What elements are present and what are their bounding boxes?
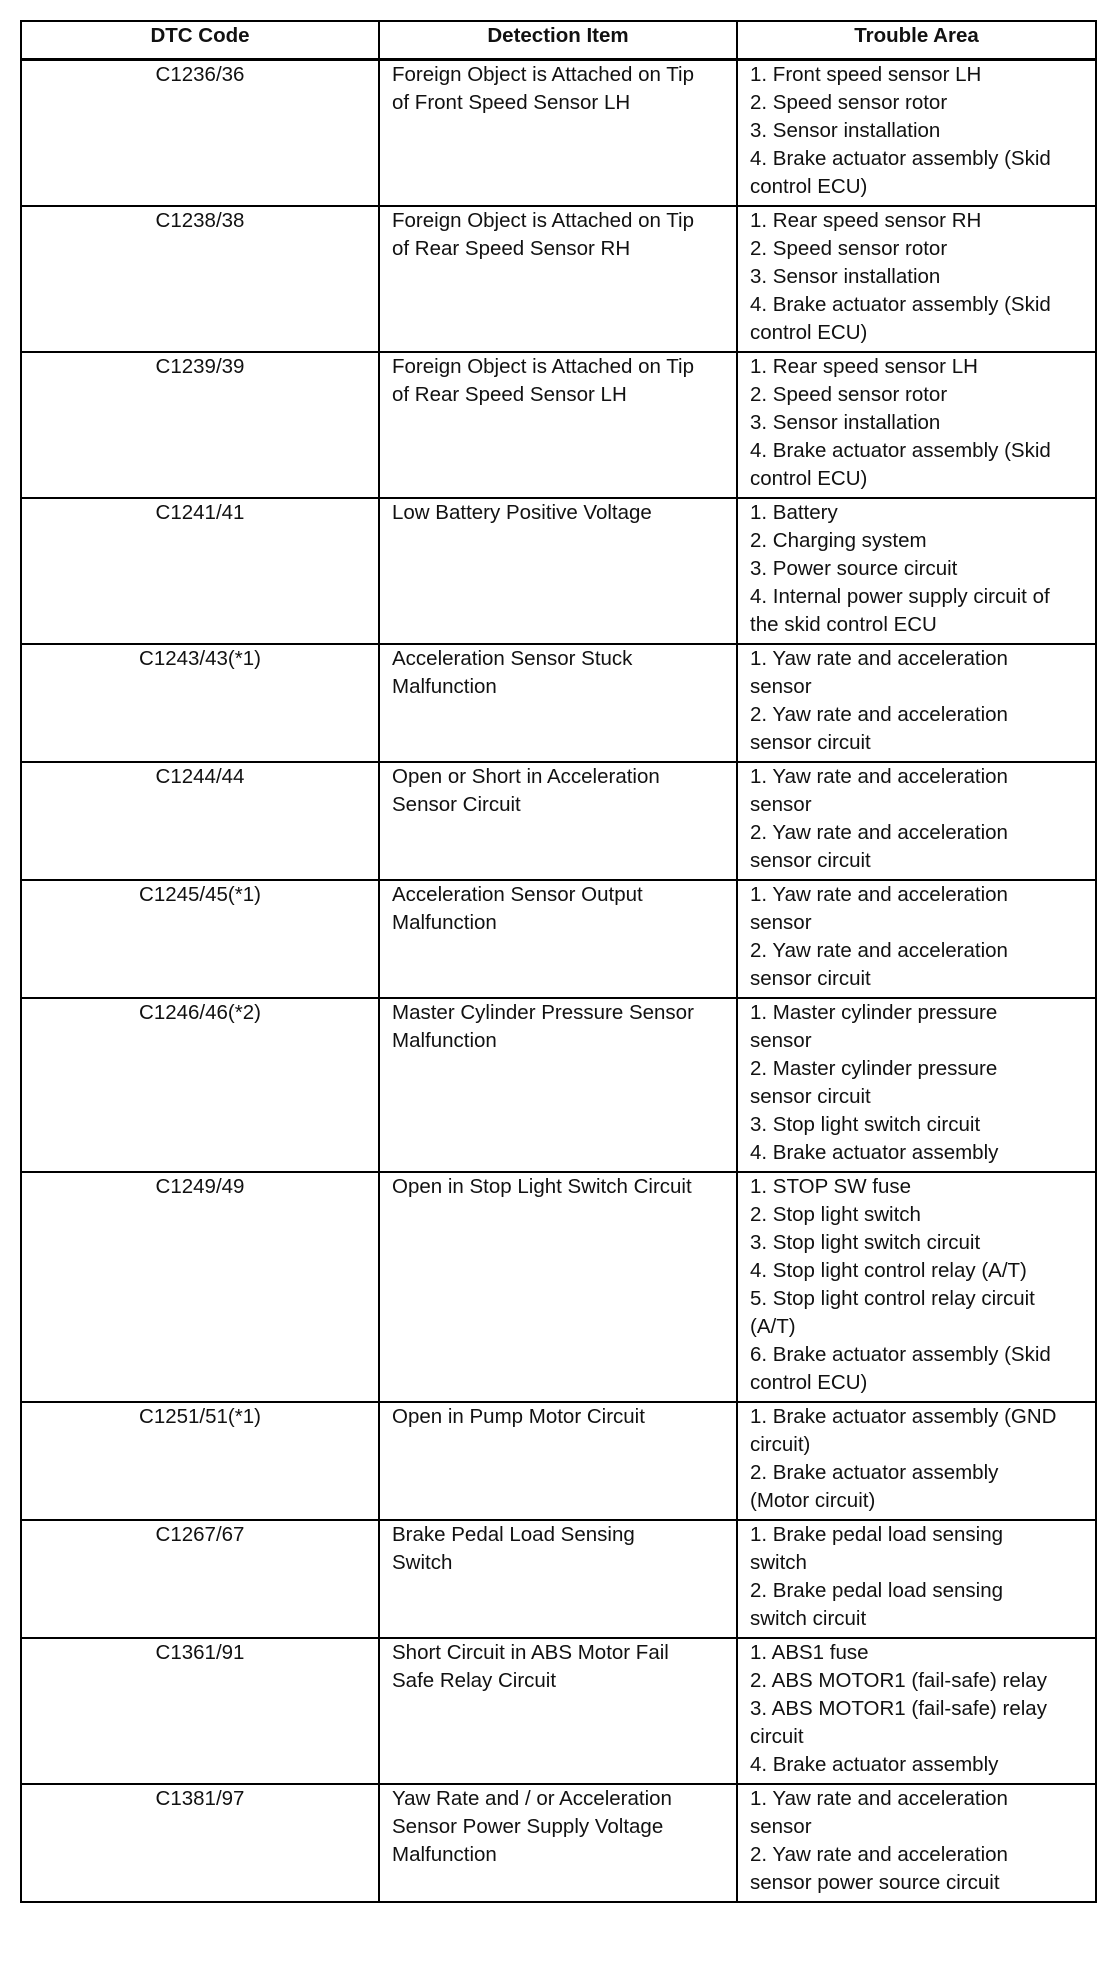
- trouble-area-line: 1. Battery: [750, 501, 838, 524]
- dtc-code-cell: C1238/38: [21, 206, 379, 352]
- trouble-area-cell: [737, 498, 1096, 644]
- dtc-code-cell: C1245/45(*1): [21, 880, 379, 998]
- trouble-area-line: (Motor circuit): [750, 1489, 876, 1512]
- trouble-area-line: control ECU): [750, 467, 868, 490]
- detection-item-cell: [379, 1520, 737, 1638]
- trouble-area-line: sensor circuit: [750, 849, 871, 872]
- trouble-area-line: 3. Stop light switch circuit: [750, 1231, 981, 1254]
- table-row: [21, 762, 1096, 880]
- trouble-area-line: 2. Speed sensor rotor: [750, 91, 948, 114]
- detection-item-cell: [379, 498, 737, 644]
- trouble-area-cell: [737, 1402, 1096, 1520]
- trouble-area-line: 4. Brake actuator assembly: [750, 1141, 999, 1164]
- detection-item-cell: [379, 1402, 737, 1520]
- header-trouble-area: Trouble Area: [737, 21, 1096, 60]
- table-row: [21, 1520, 1096, 1638]
- dtc-code-cell: C1251/51(*1): [21, 1402, 379, 1520]
- trouble-area-line: 6. Brake actuator assembly (Skid: [750, 1343, 1051, 1366]
- trouble-area-cell: [737, 1784, 1096, 1902]
- detection-item-line: Malfunction: [392, 911, 497, 934]
- trouble-area-line: 3. ABS MOTOR1 (fail-safe) relay: [750, 1697, 1047, 1720]
- trouble-area-line: 1. ABS1 fuse: [750, 1641, 869, 1664]
- trouble-area-line: sensor circuit: [750, 731, 871, 754]
- dtc-code-cell: C1361/91: [21, 1638, 379, 1784]
- trouble-area-cell: [737, 998, 1096, 1172]
- detection-item-cell: [379, 998, 737, 1172]
- trouble-area-line: switch: [750, 1551, 807, 1574]
- trouble-area-line: circuit: [750, 1725, 804, 1748]
- trouble-area-line: control ECU): [750, 1371, 868, 1394]
- trouble-area-line: 2. Speed sensor rotor: [750, 237, 948, 260]
- detection-item-line: Master Cylinder Pressure Sensor: [392, 1001, 694, 1024]
- table-header: [21, 21, 1096, 60]
- trouble-area-line: 1. Brake actuator assembly (GND: [750, 1405, 1057, 1428]
- detection-item-line: Acceleration Sensor Output: [392, 883, 643, 906]
- detection-item-line: Acceleration Sensor Stuck: [392, 647, 633, 670]
- table-row: [21, 1638, 1096, 1784]
- dtc-table: [20, 20, 1097, 1903]
- trouble-area-cell: [737, 1638, 1096, 1784]
- trouble-area-line: 1. Master cylinder pressure: [750, 1001, 998, 1024]
- trouble-area-line: 4. Brake actuator assembly (Skid: [750, 147, 1051, 170]
- detection-item-line: of Rear Speed Sensor LH: [392, 383, 627, 406]
- detection-item-line: Brake Pedal Load Sensing: [392, 1523, 635, 1546]
- trouble-area-line: 4. Stop light control relay (A/T): [750, 1259, 1027, 1282]
- trouble-area-line: 3. Sensor installation: [750, 119, 941, 142]
- trouble-area-line: 2. Yaw rate and acceleration: [750, 1843, 1008, 1866]
- table-row: [21, 880, 1096, 998]
- trouble-area-line: sensor power source circuit: [750, 1871, 1000, 1894]
- trouble-area-cell: [737, 206, 1096, 352]
- trouble-area-cell: [737, 1520, 1096, 1638]
- dtc-code-cell: C1249/49: [21, 1172, 379, 1402]
- detection-item-line: Foreign Object is Attached on Tip: [392, 355, 694, 378]
- dtc-code-cell: C1243/43(*1): [21, 644, 379, 762]
- trouble-area-line: sensor: [750, 793, 812, 816]
- trouble-area-line: 4. Brake actuator assembly (Skid: [750, 293, 1051, 316]
- table-row: [21, 998, 1096, 1172]
- trouble-area-line: 2. Brake pedal load sensing: [750, 1579, 1004, 1602]
- table-row: [21, 1784, 1096, 1902]
- trouble-area-cell: [737, 352, 1096, 498]
- trouble-area-line: sensor circuit: [750, 967, 871, 990]
- trouble-area-line: 3. Sensor installation: [750, 265, 941, 288]
- detection-item-cell: [379, 1172, 737, 1402]
- header-row: [21, 21, 1096, 60]
- detection-item-line: Foreign Object is Attached on Tip: [392, 63, 694, 86]
- table-body: [21, 60, 1096, 1903]
- detection-item-line: Open in Pump Motor Circuit: [392, 1405, 645, 1428]
- trouble-area-cell: [737, 880, 1096, 998]
- table-row: [21, 644, 1096, 762]
- trouble-area-line: 2. Master cylinder pressure: [750, 1057, 998, 1080]
- dtc-code-cell: C1381/97: [21, 1784, 379, 1902]
- trouble-area-cell: [737, 1172, 1096, 1402]
- detection-item-cell: [379, 206, 737, 352]
- trouble-area-line: 4. Brake actuator assembly (Skid: [750, 439, 1051, 462]
- detection-item-line: of Rear Speed Sensor RH: [392, 237, 631, 260]
- trouble-area-line: control ECU): [750, 175, 868, 198]
- trouble-area-line: 2. Yaw rate and acceleration: [750, 703, 1008, 726]
- trouble-area-line: 3. Sensor installation: [750, 411, 941, 434]
- trouble-area-line: 5. Stop light control relay circuit: [750, 1287, 1035, 1310]
- trouble-area-line: sensor: [750, 1815, 812, 1838]
- trouble-area-line: sensor: [750, 911, 812, 934]
- trouble-area-line: 1. Yaw rate and acceleration: [750, 883, 1008, 906]
- trouble-area-line: control ECU): [750, 321, 868, 344]
- trouble-area-line: circuit): [750, 1433, 811, 1456]
- detection-item-line: Malfunction: [392, 1029, 497, 1052]
- detection-item-cell: [379, 352, 737, 498]
- dtc-code-cell: C1241/41: [21, 498, 379, 644]
- dtc-code-cell: C1244/44: [21, 762, 379, 880]
- trouble-area-line: switch circuit: [750, 1607, 867, 1630]
- trouble-area-line: 3. Power source circuit: [750, 557, 958, 580]
- detection-item-cell: [379, 1784, 737, 1902]
- dtc-code-cell: C1246/46(*2): [21, 998, 379, 1172]
- trouble-area-line: 4. Internal power supply circuit of: [750, 585, 1050, 608]
- header-dtc-code: DTC Code: [21, 21, 379, 60]
- trouble-area-line: 3. Stop light switch circuit: [750, 1113, 981, 1136]
- trouble-area-line: 1. Brake pedal load sensing: [750, 1523, 1004, 1546]
- trouble-area-line: 1. Yaw rate and acceleration: [750, 647, 1008, 670]
- header-detection-item: Detection Item: [379, 21, 737, 60]
- trouble-area-line: 2. Brake actuator assembly: [750, 1461, 999, 1484]
- trouble-area-line: sensor: [750, 1029, 812, 1052]
- table-row: [21, 352, 1096, 498]
- detection-item-cell: [379, 880, 737, 998]
- trouble-area-line: 2. Speed sensor rotor: [750, 383, 948, 406]
- trouble-area-line: sensor circuit: [750, 1085, 871, 1108]
- table-row: [21, 1402, 1096, 1520]
- trouble-area-line: 1. Front speed sensor LH: [750, 63, 982, 86]
- detection-item-line: Malfunction: [392, 1843, 497, 1866]
- trouble-area-cell: [737, 762, 1096, 880]
- trouble-area-line: 2. ABS MOTOR1 (fail-safe) relay: [750, 1669, 1047, 1692]
- trouble-area-line: sensor: [750, 675, 812, 698]
- detection-item-line: Malfunction: [392, 675, 497, 698]
- detection-item-line: Foreign Object is Attached on Tip: [392, 209, 694, 232]
- detection-item-cell: [379, 762, 737, 880]
- trouble-area-line: 2. Yaw rate and acceleration: [750, 821, 1008, 844]
- trouble-area-line: 1. Yaw rate and acceleration: [750, 765, 1008, 788]
- detection-item-cell: [379, 1638, 737, 1784]
- detection-item-line: Open in Stop Light Switch Circuit: [392, 1175, 692, 1198]
- trouble-area-line: 2. Charging system: [750, 529, 927, 552]
- table-row: [21, 206, 1096, 352]
- dtc-code-cell: C1267/67: [21, 1520, 379, 1638]
- table-row: [21, 1172, 1096, 1402]
- detection-item-line: Low Battery Positive Voltage: [392, 501, 652, 524]
- table-row: [21, 498, 1096, 644]
- trouble-area-line: 2. Yaw rate and acceleration: [750, 939, 1008, 962]
- trouble-area-line: 4. Brake actuator assembly: [750, 1753, 999, 1776]
- trouble-area-line: 1. STOP SW fuse: [750, 1175, 912, 1198]
- detection-item-line: of Front Speed Sensor LH: [392, 91, 631, 114]
- table-row: [21, 60, 1096, 207]
- detection-item-line: Sensor Power Supply Voltage: [392, 1815, 664, 1838]
- trouble-area-cell: [737, 60, 1096, 207]
- dtc-code-cell: C1239/39: [21, 352, 379, 498]
- trouble-area-cell: [737, 644, 1096, 762]
- detection-item-line: Yaw Rate and / or Acceleration: [392, 1787, 672, 1810]
- detection-item-line: Switch: [392, 1551, 453, 1574]
- trouble-area-line: the skid control ECU: [750, 613, 937, 636]
- detection-item-cell: [379, 60, 737, 207]
- detection-item-cell: [379, 644, 737, 762]
- detection-item-line: Safe Relay Circuit: [392, 1669, 557, 1692]
- trouble-area-line: 2. Stop light switch: [750, 1203, 921, 1226]
- trouble-area-line: 1. Yaw rate and acceleration: [750, 1787, 1008, 1810]
- dtc-code-cell: C1236/36: [21, 60, 379, 207]
- trouble-area-line: (A/T): [750, 1315, 796, 1338]
- trouble-area-line: 1. Rear speed sensor LH: [750, 355, 978, 378]
- detection-item-line: Short Circuit in ABS Motor Fail: [392, 1641, 669, 1664]
- trouble-area-line: 1. Rear speed sensor RH: [750, 209, 982, 232]
- detection-item-line: Sensor Circuit: [392, 793, 521, 816]
- detection-item-line: Open or Short in Acceleration: [392, 765, 660, 788]
